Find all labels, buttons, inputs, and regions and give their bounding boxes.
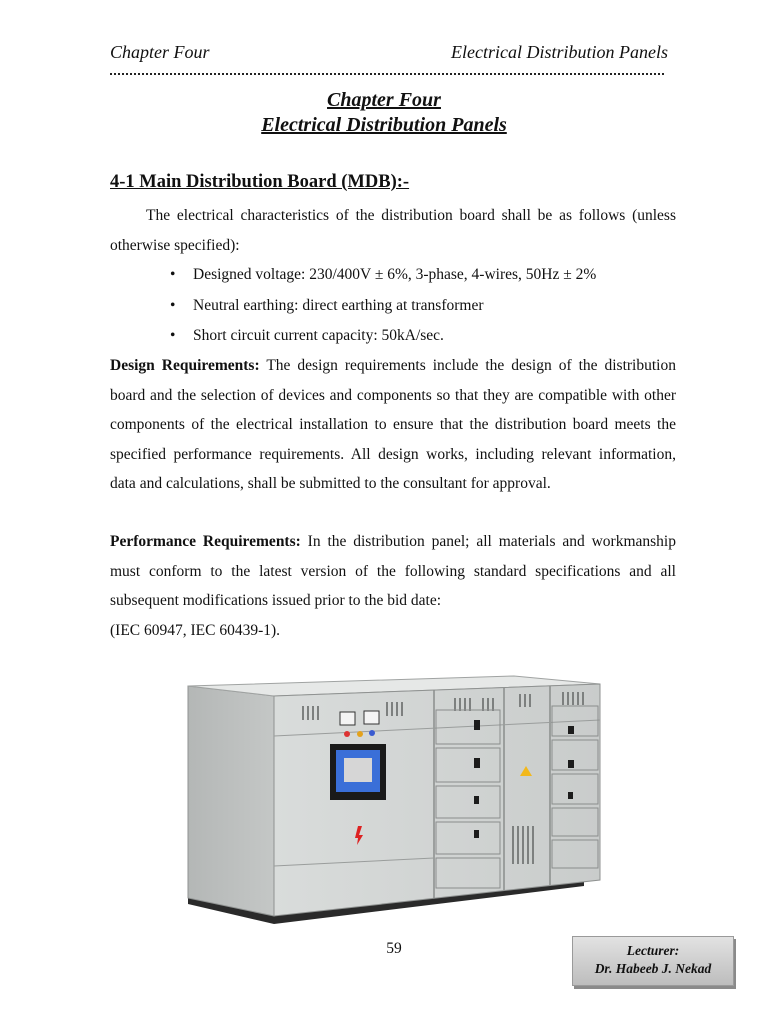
list-item: • Designed voltage: 230/400V ± 6%, 3-phase, 4-wires, 50Hz ± 2% [170, 260, 596, 291]
performance-requirements-text: In the distribution panel; all materials and workmanship must conform to the latest version of the following standard specifications and all subsequent modifications issued prior to the bid date: [110, 533, 676, 610]
list-item: • Short circuit current capacity: 50kA/sec. [170, 321, 596, 352]
intro-paragraph: The electrical characteristics of the distribution board shall be as follows (unless otherwise specified): [110, 207, 676, 254]
list-item: • Neutral earthing: direct earthing at transformer [170, 291, 596, 322]
lecturer-box [572, 936, 734, 986]
chapter-title-line2: Electrical Distribution Panels [261, 114, 507, 136]
performance-requirements-paragraph [110, 527, 676, 616]
design-requirements-text: The design requirements include the design of the distribution board and the selection of devices and components so that they are compatible with other components of the electrical installation to ensure that the distribution board meets the specified performance requirements. All design works, including relevant information, data and calculations, shall be submitted to the consultant for approval. [110, 357, 676, 493]
standards-references: (IEC 60947, IEC 60439-1). [110, 622, 281, 639]
page-number: 59 [386, 940, 402, 957]
lecturer-name: Dr. Habeeb J. Nekad [594, 961, 712, 976]
header-topic: Electrical Distribution Panels [451, 42, 668, 62]
distribution-panel-photo [164, 648, 602, 928]
header-divider [110, 73, 664, 75]
design-requirements-paragraph [110, 351, 676, 499]
performance-requirements-lead: Performance Requirements: [110, 533, 301, 550]
design-requirements-lead: Design Requirements: [110, 357, 260, 374]
characteristics-list [170, 260, 596, 352]
section-heading: 4-1 Main Distribution Board (MDB):- [110, 172, 410, 192]
chapter-title-line1: Chapter Four [327, 89, 441, 111]
header-chapter: Chapter Four [110, 42, 210, 62]
lecturer-label: Lecturer: [626, 943, 680, 958]
chapter-title [0, 88, 768, 138]
